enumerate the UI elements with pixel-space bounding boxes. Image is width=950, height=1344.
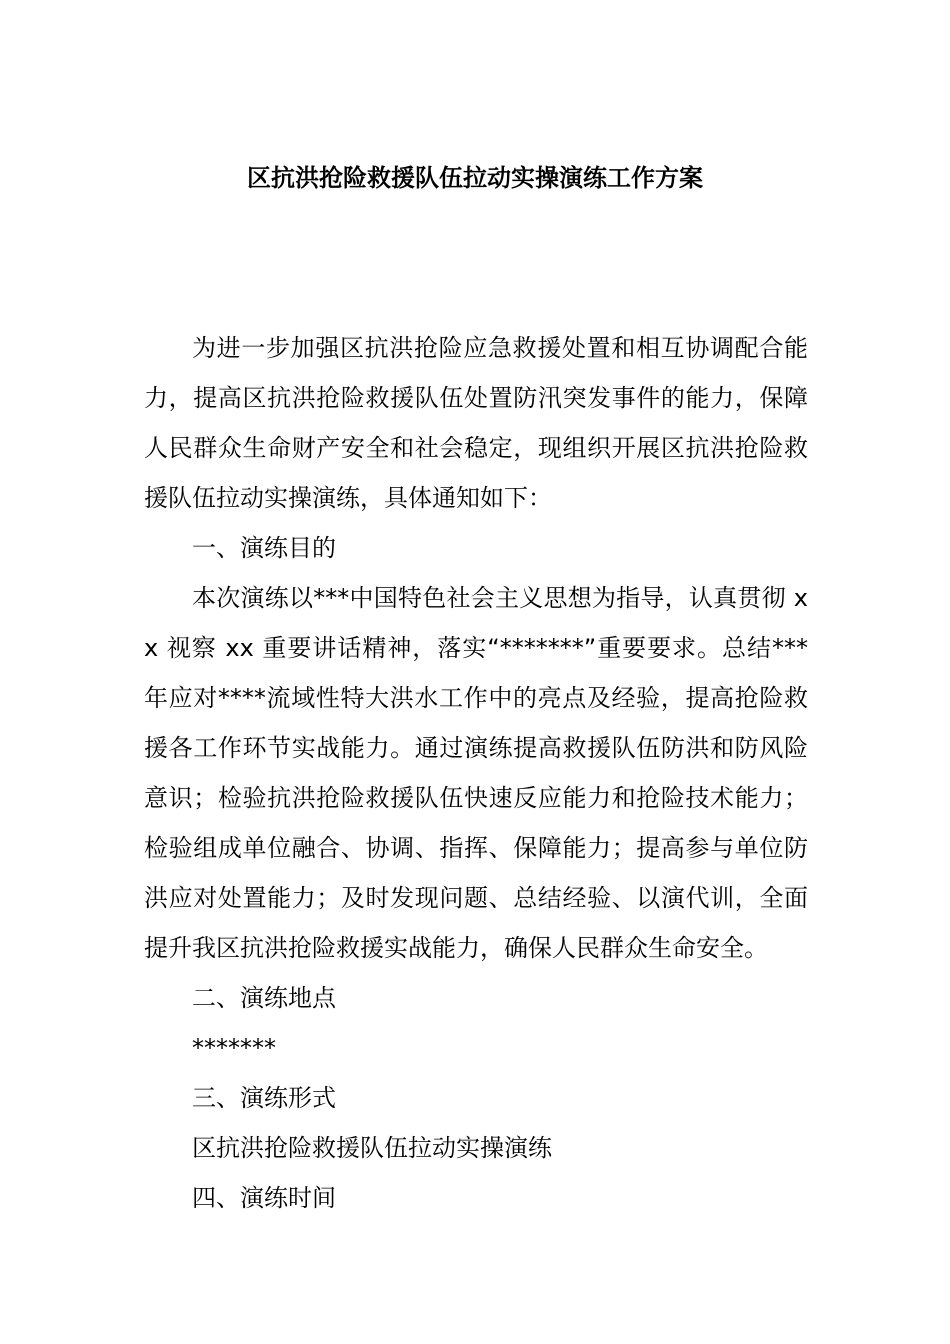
intro-paragraph: 为进一步加强区抗洪抢险应急救援处置和相互协调配合能力，提高区抗洪抢险救援队伍处置防汛突发事件的能力，保障人民群众生命财产安全和社会稳定，现组织开展区抗洪抢险救援队伍拉动实操演练，具体通知如下： (144, 334, 808, 512)
section-3-heading: 三、演练形式 (192, 1084, 336, 1112)
section-1-heading: 一、演练目的 (192, 534, 336, 562)
section-4-heading: 四、演练时间 (192, 1184, 336, 1212)
section-2-heading: 二、演练地点 (192, 984, 336, 1012)
document-body (144, 323, 808, 1223)
document-title: 区抗洪抢险救援队伍拉动实操演练工作方案 (247, 164, 703, 192)
section-1-paragraph: 本次演练以***中国特色社会主义思想为指导，认真贯彻 xx 视察 xx 重要讲话精神，落实“*******”重要要求。总结***年应对****流域性特大洪水工作中的亮点及经验，提高抢险救援各工作环节实战能力。通过演练提高救援队伍防洪和防风险意识；检验抗洪抢险救援队伍快速反应能力和抢险技术能力；检验组成单位融合、协调、指挥、保障能力；提高参与单位防洪应对处置能力；及时发现问题、总结经验、以演代训，全面提升我区抗洪抢险救援实战能力，确保人民群众生命安全。 (144, 584, 808, 962)
section-3-paragraph: 区抗洪抢险救援队伍拉动实操演练 (192, 1134, 552, 1162)
section-2-paragraph: ******* (192, 1034, 276, 1062)
